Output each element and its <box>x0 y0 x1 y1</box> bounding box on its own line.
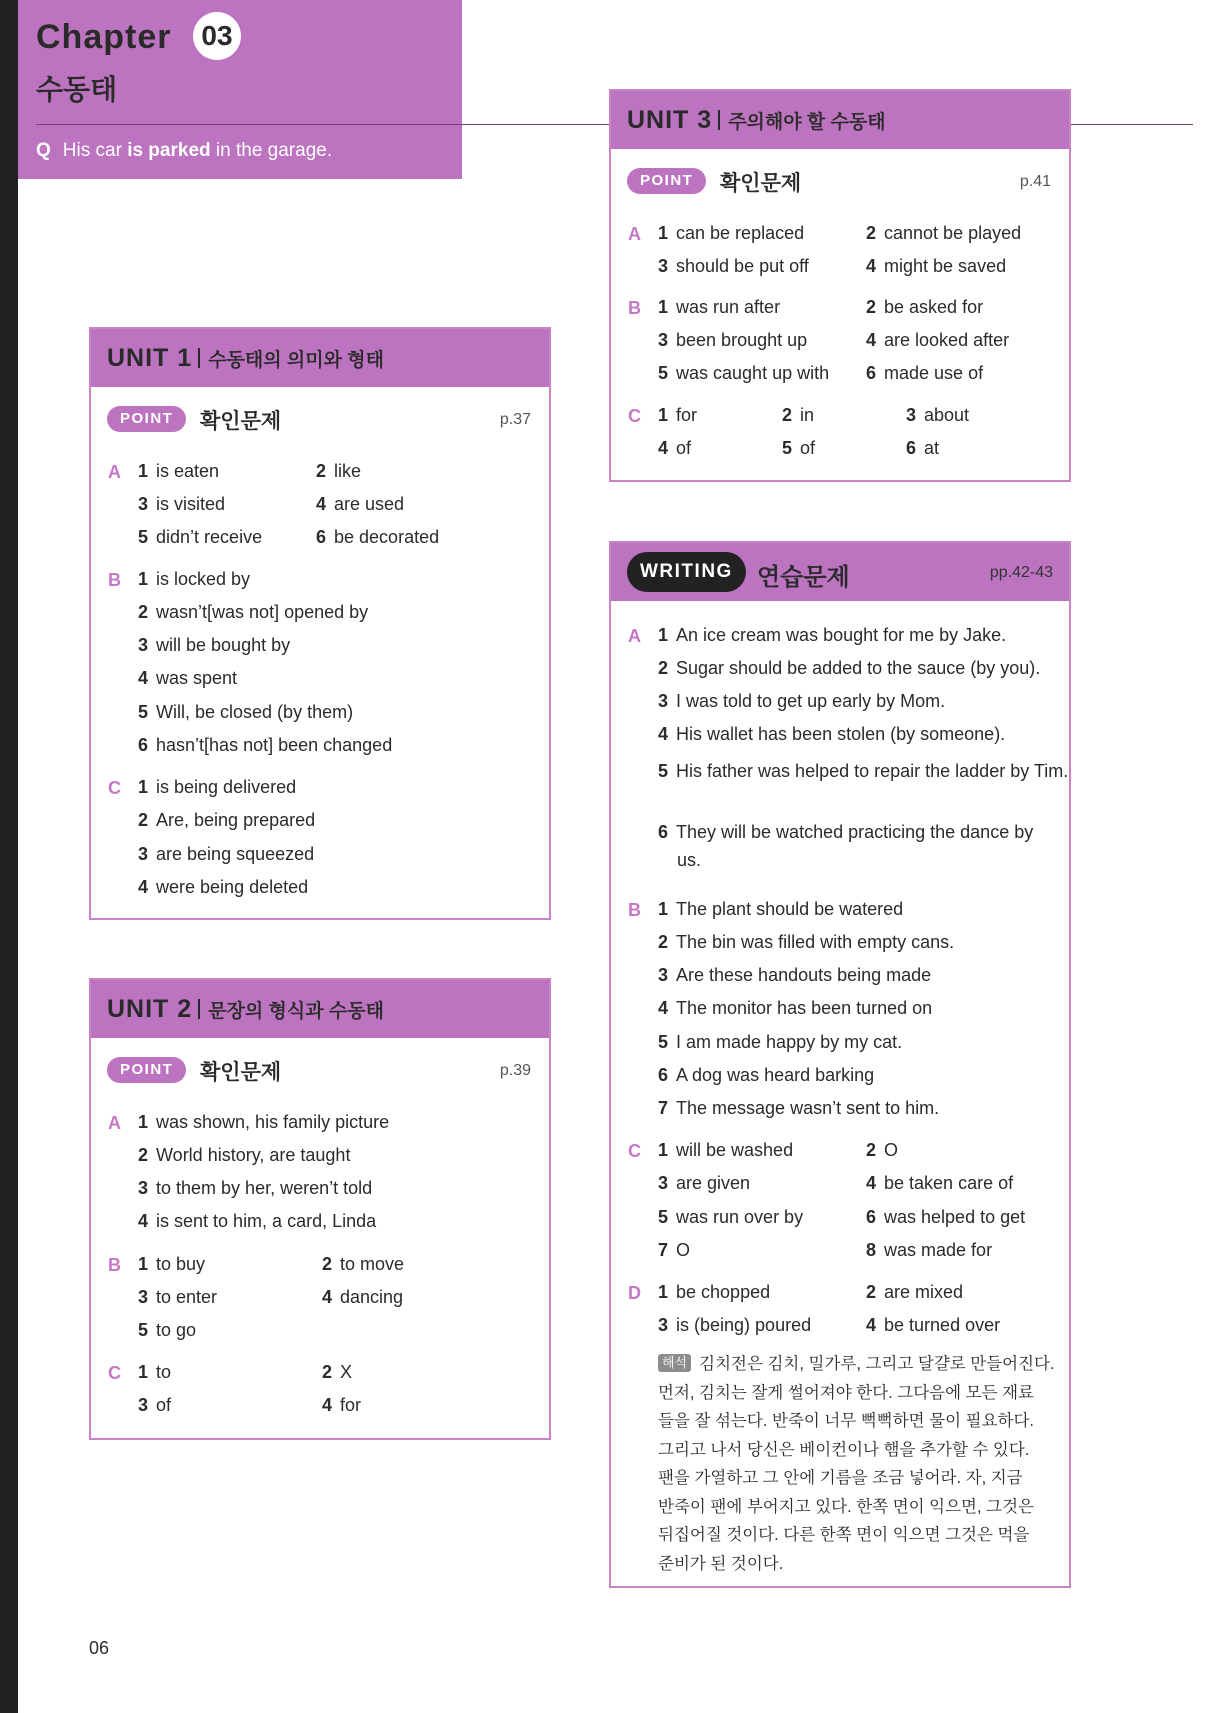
answer-item: 1 for <box>658 405 698 425</box>
answer-item: 1 was run after <box>658 297 781 317</box>
unit3-subtitle: 주의해야 할 수동태 <box>728 112 886 133</box>
answer-item: 4 might be saved <box>866 256 1007 276</box>
answer-item: 6 made use of <box>866 363 984 383</box>
answer-item: 3 is visited <box>138 494 226 514</box>
writing-page-ref: pp.42-43 <box>989 564 1053 581</box>
answer-item: 3 of <box>138 1395 172 1415</box>
note-line: 들을 잘 섞는다. 반죽이 너무 뻑뻑하면 물이 필요하다. <box>658 1412 1034 1430</box>
answer-item: 5 was caught up with <box>658 363 830 383</box>
answer-item: 4 are looked after <box>866 330 1010 350</box>
answer-item: 3 to them by her, weren’t told <box>138 1178 373 1198</box>
unit1-title-text: UNIT 1 <box>107 344 193 372</box>
note-tag: 해석 <box>658 1354 691 1372</box>
question-label: Q <box>36 140 51 161</box>
unit1-a-letter: A <box>108 462 121 482</box>
answer-item: 5 Will, be closed (by them) <box>138 702 354 722</box>
writing-a-letter: A <box>628 626 641 646</box>
answer-item: 1 to <box>138 1362 172 1382</box>
unit2-a-letter: A <box>108 1113 121 1133</box>
answer-item: 4 be turned over <box>866 1315 1001 1335</box>
note-line: 반죽이 팬에 부어지고 있다. 한쪽 면이 익으면, 그것은 <box>658 1497 1034 1516</box>
answer-item: 4 of <box>658 438 692 458</box>
note-line: 준비가 된 것이다. <box>658 1554 784 1573</box>
note-line: 뒤집어질 것이다. 다른 한쪽 면이 익으면 그것은 먹을 <box>658 1526 1030 1544</box>
unit2-header <box>91 980 549 1038</box>
answer-item: 1 is locked by <box>138 569 251 589</box>
answer-item: 2 cannot be played <box>866 223 1022 243</box>
answer-item: 5 didn’t receive <box>138 527 263 547</box>
answer-item: 2 are mixed <box>866 1282 964 1302</box>
unit1-title <box>107 344 384 373</box>
unit2-page-ref: p.39 <box>499 1062 531 1079</box>
unit2-b-letter: B <box>108 1255 121 1275</box>
answer-item: 2 X <box>322 1362 353 1382</box>
answer-item: 2 like <box>316 461 362 481</box>
answer-item: 1 can be replaced <box>658 223 805 243</box>
answer-item: 6 hasn’t[has not] been changed <box>138 735 393 755</box>
answer-item: 1 was shown, his family picture <box>138 1112 390 1132</box>
answer-item: 1 is eaten <box>138 461 220 481</box>
answer-item: 1 The plant should be watered <box>658 899 904 919</box>
unit1-b-letter: B <box>108 570 121 590</box>
unit1-point-pill: POINT <box>107 406 186 432</box>
unit2-point-title: 확인문제 <box>200 1061 282 1084</box>
answer-item: 6 be decorated <box>316 527 440 547</box>
unit3-b-letter: B <box>628 298 641 318</box>
unit1-c-letter: C <box>108 778 121 798</box>
answer-item: 1 will be washed <box>658 1140 794 1160</box>
answer-item: 2 Are, being prepared <box>138 810 316 830</box>
writing-c-letter: C <box>628 1141 641 1161</box>
unit3-page-ref: p.41 <box>1019 173 1051 190</box>
unit1-box <box>89 327 551 920</box>
question-pre: His car <box>62 140 128 161</box>
answer-item: 2 The bin was filled with empty cans. <box>658 932 955 952</box>
answer-item: 4 is sent to him, a card, Linda <box>138 1211 377 1231</box>
unit2-c-letter: C <box>108 1363 121 1383</box>
answer-item: 4 The monitor has been turned on <box>658 998 933 1018</box>
answer-item: 4 are used <box>316 494 405 514</box>
answer-item: 6 was helped to get <box>866 1207 1026 1227</box>
unit3-c-letter: C <box>628 406 641 426</box>
question-bold: is parked <box>127 140 211 161</box>
chapter-number: 03 <box>193 12 241 60</box>
answer-item: 3 are being squeezed <box>138 844 315 864</box>
unit3-box <box>609 89 1071 482</box>
unit2-point-pill: POINT <box>107 1057 186 1083</box>
answer-item: 6 They will be watched practicing the dance by us. <box>658 822 1034 870</box>
answer-item: 8 was made for <box>866 1240 993 1260</box>
chapter-header <box>0 0 462 179</box>
unit2-box <box>89 978 551 1440</box>
translation-note <box>658 1350 1063 1578</box>
note-line: 팬을 가열하고 그 안에 기름을 조금 넣어라. 자, 지금 <box>658 1469 1023 1487</box>
answer-item: 6 at <box>906 438 940 458</box>
answer-item: 3 been brought up <box>658 330 808 350</box>
unit3-a-letter: A <box>628 224 641 244</box>
unit1-page-ref: p.37 <box>499 411 531 428</box>
unit3-title <box>627 106 886 135</box>
answer-item: 5 to go <box>138 1320 197 1340</box>
note-line: 그리고 나서 당신은 베이컨이나 햄을 추가할 수 있다. <box>658 1440 1030 1459</box>
answer-item: 7 The message wasn’t sent to him. <box>658 1098 940 1118</box>
unit1-subtitle: 수동태의 의미와 형태 <box>208 350 384 371</box>
writing-b-letter: B <box>628 900 641 920</box>
chapter-subtitle: 수동태 <box>36 74 118 105</box>
answer-item: 7 O <box>658 1240 691 1260</box>
unit1-point-title: 확인문제 <box>200 410 282 433</box>
writing-box <box>609 541 1071 1588</box>
answer-item: 3 I was told to get up early by Mom. <box>658 691 946 711</box>
writing-header <box>611 543 1069 601</box>
answer-item: 4 be taken care of <box>866 1173 1014 1193</box>
unit2-title-text: UNIT 2 <box>107 995 193 1023</box>
chapter-title: Chapter <box>36 18 172 56</box>
answer-item: 5 I am made happy by my cat. <box>658 1032 903 1052</box>
unit3-header <box>611 91 1069 149</box>
answer-item: 3 about <box>906 405 970 425</box>
answer-item: 5 was run over by <box>658 1207 804 1227</box>
answer-item: 1 is being delivered <box>138 777 297 797</box>
answer-item: 6 A dog was heard barking <box>658 1065 875 1085</box>
answer-item: 1 An ice cream was bought for me by Jake. <box>658 625 1007 645</box>
answer-item: 3 Are these handouts being made <box>658 965 932 985</box>
writing-d-letter: D <box>628 1283 641 1303</box>
answer-item: 5 His father was helped to repair the ladder by Tim. <box>658 761 1069 781</box>
unit3-point-title: 확인문제 <box>720 172 802 195</box>
answer-item: 2 O <box>866 1140 899 1160</box>
answer-item: 4 dancing <box>322 1287 404 1307</box>
question-post: in the garage. <box>210 140 333 161</box>
writing-title: 연습문제 <box>757 564 850 591</box>
chapter-accent-bar <box>0 0 18 1713</box>
answer-item: 4 were being deleted <box>138 877 309 897</box>
answer-item: 5 of <box>782 438 816 458</box>
answer-item: 3 should be put off <box>658 256 809 276</box>
unit1-header <box>91 329 549 387</box>
answer-item: 1 be chopped <box>658 1282 771 1302</box>
writing-pill: WRITING <box>627 552 746 592</box>
answer-item: 1 to buy <box>138 1254 206 1274</box>
answer-item: 2 be asked for <box>866 297 984 317</box>
answer-item: 2 Sugar should be added to the sauce (by you). <box>658 658 1041 678</box>
answer-item: 4 was spent <box>138 668 238 688</box>
answer-item: 2 in <box>782 405 815 425</box>
answer-item: 2 to move <box>322 1254 405 1274</box>
unit3-point-pill: POINT <box>627 168 706 194</box>
answer-item: 3 to enter <box>138 1287 218 1307</box>
answer-item: 2 wasn’t[was not] opened by <box>138 602 369 622</box>
answer-item: 4 His wallet has been stolen (by someone). <box>658 724 1006 744</box>
answer-item: 3 will be bought by <box>138 635 291 655</box>
chapter-question <box>36 140 332 162</box>
answer-item: 4 for <box>322 1395 362 1415</box>
unit2-title <box>107 995 384 1024</box>
note-line: 해석 김치전은 김치, 밀가루, 그리고 달걀로 만들어진다. <box>658 1350 1063 1379</box>
answer-item: 3 is (being) poured <box>658 1315 812 1335</box>
answer-item: 2 World history, are taught <box>138 1145 351 1165</box>
note-line: 먼저, 김치는 잘게 썰어져야 한다. 그다음에 모든 재료 <box>658 1383 1034 1402</box>
answer-item: 3 are given <box>658 1173 751 1193</box>
unit2-subtitle: 문장의 형식과 수동태 <box>208 1001 384 1022</box>
page-number: 06 <box>89 1638 110 1658</box>
unit3-title-text: UNIT 3 <box>627 106 713 134</box>
